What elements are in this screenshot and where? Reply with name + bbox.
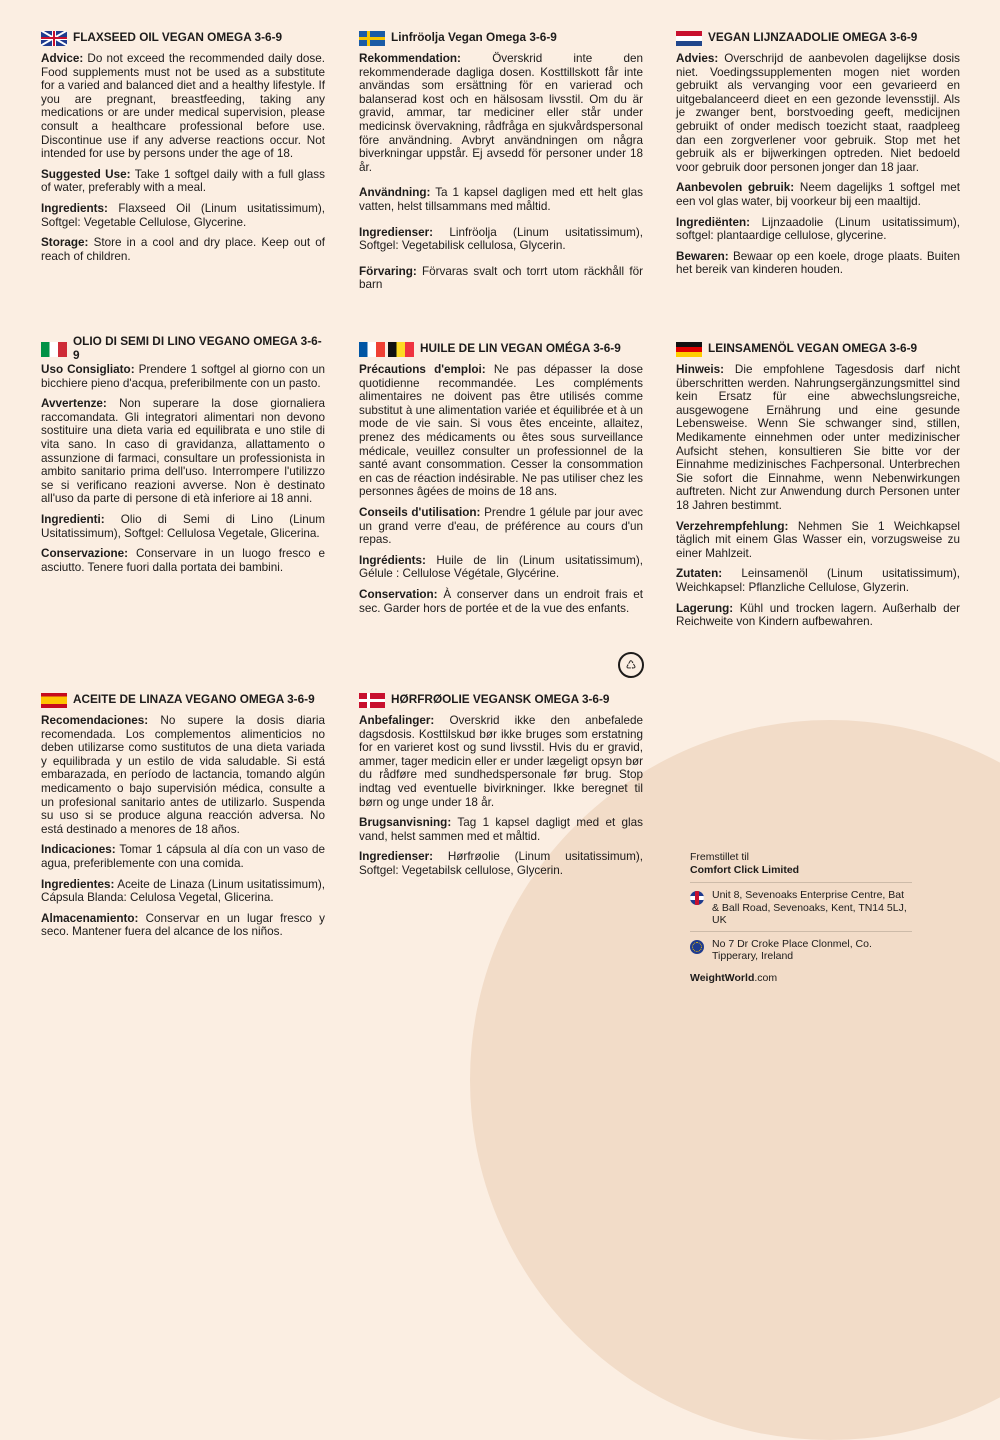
section-title: VEGAN LIJNZAADOLIE OMEGA 3-6-9 xyxy=(676,30,960,46)
storage-text: Almacenamiento: Conservar en un lugar fresco y seco. Mantener fuera del alcance de los niños. xyxy=(41,911,325,939)
advice-text: Recomendaciones: No supere la dosis diaria recomendada. Los complementos alimenticios no deben utilizarse como sustitutos de una dieta variada y equilibrada y un estilo de vida saludable. Si está embarazada, en período de lactancia, tomando algún medicamento o bajo supervisión médica, consulte a un profesional sanitario antes de utilizarlo. Suspenda su uso si se produce alguna reacción adversa. No está destinado a menores de 18 años. xyxy=(41,714,326,836)
suggested-use-text: Användning: Ta 1 kapsel dagligen med ett helt glas vatten, helst tillsammans med måltid. xyxy=(359,186,643,213)
manufacturer-header: Fremstillet til Comfort Click Limited xyxy=(690,851,800,876)
storage-text: Conservazione: Conservare in un luogo fresco e asciutto. Tenere fuori dalla portata dei bambini. xyxy=(41,547,325,574)
storage-text: Förvaring: Förvaras svalt och torrt utom räckhåll för barn xyxy=(359,264,643,292)
ingredients-text: Ingredienti: Olio di Semi di Lino (Linum Usitatissimum), Softgel: Cellulosa Vegetale, Glicerina. xyxy=(41,512,325,540)
english-section xyxy=(41,30,325,270)
spanish-section xyxy=(41,692,325,946)
manufacturer-info xyxy=(690,851,912,984)
suggested-use-text: Suggested Use: Take 1 softgel daily with a full glass of water, preferably with a meal. xyxy=(41,167,325,195)
advice-text: Rekommendation: Överskrid inte den rekommenderade dagliga dosen. Kosttillskott får inte användas som ersättning för en varierad och balanserad kost och en hälsosam livsstil. Om du är gravid, ammar, tar mediciner eller står under medicinsk övervakning, rådfråga en sjukvårdspersonal före användning. Avbryt användningen om några biverkningar uppstår. Ej avsedd för personer under 18 år. xyxy=(359,52,643,174)
storage-text: Bewaren: Bewaar op een koele, droge plaats. Buiten het bereik van kinderen houden. xyxy=(676,249,961,277)
germany-flag-icon xyxy=(676,342,702,357)
advice-text: Avvertenze: Non superare la dose giornaliera raccomandata. Gli integratori alimentari non devono sostituire una dieta varia ed equilibrata e uno stile di vita sano. In caso di gravidanza, allattamento o assunzione di farmaci, consultare un professionista in ambito sanitario prima dell'uso. Interrompere l'utilizzo se si verificano reazioni avverse. Non è destinato all'uso da parte di persone di età inferiore ai 18 anni. xyxy=(41,397,326,506)
netherlands-flag-icon xyxy=(676,31,702,46)
danish-section xyxy=(359,692,643,885)
sweden-flag-icon xyxy=(359,31,385,46)
advice-text: Hinweis: Die empfohlene Tagesdosis darf nicht überschritten werden. Nahrungsergänzungsmittel sind kein Ersatz für eine abwechslungsreiche, ausgewogene Ernährung und eine gesunde Lebensweise. Wenn Sie schwanger sind, stillen, Medikamente einnehmen oder unter medizinischer Aufsicht stehen, konsultieren Sie bitte vor der Einnahme medizinisches Fachpersonal. Unterbrechen Sie sofort die Einnahme, wenn Nebenwirkungen auftreten. Nicht zur Anwendung durch Personen unter 18 Jahren bestimmt. xyxy=(676,363,961,512)
suggested-use-text: Brugsanvisning: Tag 1 kapsel dagligt med et glas vand, helst sammen med et måltid. xyxy=(359,816,643,843)
section-title: ACEITE DE LINAZA VEGANO OMEGA 3-6-9 xyxy=(41,692,325,708)
section-title: HØRFRØOLIE VEGANSK OMEGA 3-6-9 xyxy=(359,692,643,708)
denmark-flag-icon xyxy=(359,693,385,708)
italian-section xyxy=(41,334,326,581)
section-title: Linfröolja Vegan Omega 3-6-9 xyxy=(359,30,643,46)
advice-text: Précautions d'emploi: Ne pas dépasser la dose quotidienne recommandée. Les compléments alimentaires ne doivent pas être utilisés comme substitut à une alimentation variée et équilibrée et à un mode de vie sain. Si vous êtes enceinte, allaitez, prenez des médicaments ou êtes sous surveillance médicale, veuillez consulter un professionnel de la santé avant consommation. Cesser la consommation en cas de réaction indésirable. Ne pas utiliser chez les personnes âgées de moins de 18 ans. xyxy=(359,363,644,499)
advice-text: Advies: Overschrijd de aanbevolen dagelijkse dosis niet. Voedingssupplementen mogen niet worden gebruikt als vervanging voor een gevarieerd en uitgebalanceerd dieet en een gezonde levensstijl. Als je zwanger bent, borstvoeding geeft, medicijnen gebruikt of onder medisch toezicht staat, raadpleeg dan een zorgverlener voor gebruik. Stop met het gebruik als er bijwerkingen optreden. Niet bedoeld voor gebruik door personen jonger dan 18 jaar. xyxy=(676,52,960,174)
advice-text: Anbefalinger: Overskrid ikke den anbefalede dagsdosis. Kosttilskud bør ikke bruges som erstatning for en varieret kost og sund livsstil. Hvis du er gravid, ammer, tager medicin eller er under lægeligt opsyn bør du rådføre med sundhedspersonale før brug. Stop indtag ved eventuelle bivirkninger. Ikke beregnet til børn og unge under 18 år. xyxy=(359,714,644,809)
german-section xyxy=(676,341,960,636)
brand-logo: WeightWorld.com xyxy=(690,971,778,984)
section-title: OLIO DI SEMI DI LINO VEGANO OMEGA 3-6-9 xyxy=(41,341,325,357)
ingredients-text: Ingredienser: Hørfrøolie (Linum usitatissimum), Softgel: Vegetabilsk cellulose, Glycerin. xyxy=(359,850,644,877)
italy-flag-icon xyxy=(41,342,67,357)
eu-flag-icon xyxy=(690,940,704,954)
suggested-use-text: Indicaciones: Tomar 1 cápsula al día con un vaso de agua, preferiblemente con una comida. xyxy=(41,843,325,870)
ingredients-text: Ingredienser: Linfröolja (Linum usitatissimum), Softgel: Vegetabilisk cellulosa, Glycerin. xyxy=(359,225,644,253)
section-title: FLAXSEED OIL VEGAN OMEGA 3-6-9 xyxy=(41,30,325,46)
france-flag-icon xyxy=(359,342,385,357)
spain-flag-icon xyxy=(41,693,67,708)
ingredients-text: Ingredients: Flaxseed Oil (Linum usitatissimum), Softgel: Vegetable Cellulose, Glycerine. xyxy=(41,201,325,229)
belgium-flag-icon xyxy=(388,342,414,357)
dutch-section xyxy=(676,30,960,284)
ingredients-text: Ingrediënten: Lijnzaadolie (Linum usitatissimum), softgel: plantaardige cellulose, glycerine. xyxy=(676,215,960,243)
uk-flag-icon xyxy=(690,891,704,905)
storage-text: Conservation: À conserver dans un endroit frais et sec. Garder hors de portée et de la vue des enfants. xyxy=(359,587,643,615)
ingredients-text: Zutaten: Leinsamenöl (Linum usitatissimum), Weichkapsel: Pflanzliche Cellulose, Glyzerin. xyxy=(676,567,960,594)
swedish-section xyxy=(359,30,643,299)
suggested-use-text: Verzehrempfehlung: Nehmen Sie 1 Weichkapsel täglich mit einem Glas Wasser ein, vorzugsweise zu einer Mahlzeit. xyxy=(676,519,961,560)
section-title: HUILE DE LIN VEGAN OMÉGA 3-6-9 xyxy=(359,341,643,357)
section-title: LEINSAMENÖL VEGAN OMEGA 3-6-9 xyxy=(676,341,960,357)
french-section xyxy=(359,341,643,622)
ingredients-text: Ingrédients: Huile de lin (Linum usitatissimum), Gélule : Cellulose Végétale, Glycérine. xyxy=(359,553,644,581)
uk-address: Unit 8, Sevenoaks Enterprise Centre, Bat & Ball Road, Sevenoaks, Kent, TN14 5LJ, UK xyxy=(690,882,912,931)
storage-text: Storage: Store in a cool and dry place. Keep out of reach of children. xyxy=(41,236,325,263)
suggested-use-text: Uso Consigliato: Prendere 1 softgel al giorno con un bicchiere pieno d'acqua, preferibilmente con un pasto. xyxy=(41,363,325,390)
ireland-address: No 7 Dr Croke Place Clonmel, Co. Tipperary, Ireland xyxy=(690,931,912,967)
uk-flag-icon xyxy=(41,31,67,46)
ingredients-text: Ingredientes: Aceite de Linaza (Linum usitatissimum), Cápsula Blanda: Celulosa Vegetal, Glicerina. xyxy=(41,877,325,905)
advice-text: Advice: Do not exceed the recommended daily dose. Food supplements must not be used as a substitute for a varied and balanced diet and a healthy lifestyle. If you are pregnant, breastfeeding, taking any medications or are under medical supervision, please consult a healthcare professional before use. Discontinue use if any adverse reactions occur. Not intended for use by persons under the age of 18. xyxy=(41,52,325,161)
suggested-use-text: Conseils d'utilisation: Prendre 1 gélule par jour avec un grand verre d'eau, de préférence au cours d'un repas. xyxy=(359,505,644,547)
recycle-icon: ♺ xyxy=(618,652,644,678)
suggested-use-text: Aanbevolen gebruik: Neem dagelijks 1 softgel met een vol glas water, bij voorkeur bij een maaltijd. xyxy=(676,181,961,208)
storage-text: Lagerung: Kühl und trocken lagern. Außerhalb der Reichweite von Kindern aufbewahren. xyxy=(676,601,960,629)
